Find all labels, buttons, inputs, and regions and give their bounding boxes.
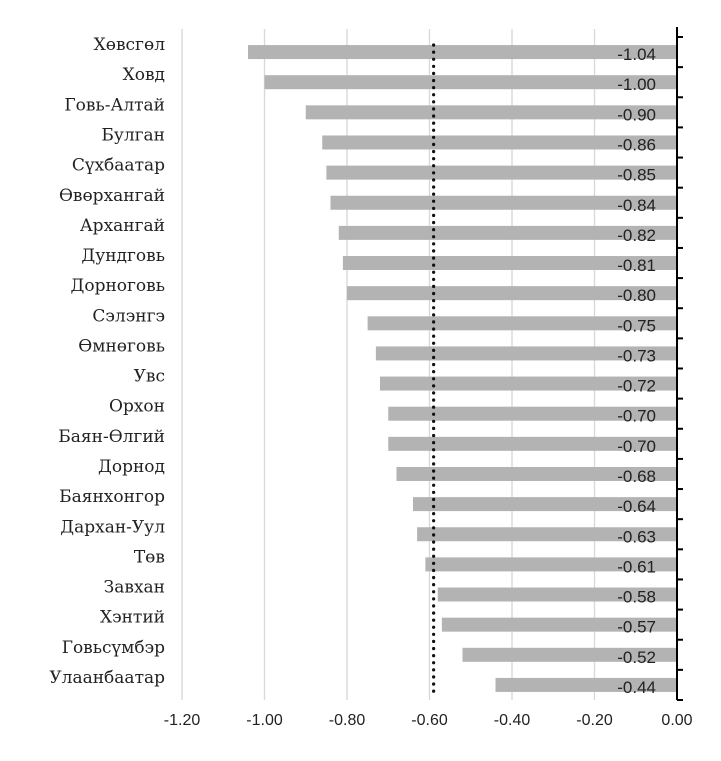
bars [248, 45, 677, 692]
category-label-13: Баян-Өлгий [58, 426, 165, 447]
value-label-0: -1.04 [617, 45, 656, 65]
category-label-16: Дархан-Уул [60, 517, 165, 538]
value-label-14: -0.68 [617, 466, 656, 486]
category-labels [49, 35, 165, 688]
value-label-19: -0.57 [617, 617, 656, 637]
category-label-3: Булган [101, 125, 165, 146]
value-label-15: -0.64 [617, 497, 656, 517]
value-label-20: -0.52 [617, 647, 656, 667]
value-label-1: -1.00 [617, 75, 656, 95]
category-label-8: Дорноговь [70, 276, 165, 297]
value-label-7: -0.81 [617, 256, 656, 276]
category-label-15: Баянхонгор [59, 487, 165, 508]
bar-1 [265, 75, 678, 89]
value-label-21: -0.44 [617, 677, 656, 697]
value-label-4: -0.85 [617, 165, 656, 185]
category-label-7: Дундговь [81, 246, 165, 267]
value-label-9: -0.75 [617, 316, 656, 336]
category-label-21: Улаанбаатар [49, 667, 165, 688]
category-label-1: Ховд [122, 65, 165, 86]
category-label-6: Архангай [79, 215, 165, 236]
category-label-17: Төв [133, 547, 165, 568]
x-tick-label-3: -0.60 [411, 712, 448, 729]
value-label-13: -0.70 [617, 436, 656, 456]
value-label-2: -0.90 [617, 105, 656, 125]
value-axis [677, 27, 683, 700]
category-label-18: Завхан [103, 577, 165, 598]
x-tick-label-0: -1.20 [163, 712, 201, 729]
category-label-4: Сүхбаатар [71, 155, 165, 176]
category-label-19: Хэнтий [99, 607, 165, 628]
value-labels [617, 45, 656, 697]
value-label-16: -0.63 [617, 527, 656, 547]
x-tick-label-2: -0.80 [328, 712, 366, 729]
category-label-10: Өмнөговь [78, 336, 165, 357]
value-label-17: -0.61 [617, 557, 656, 577]
category-label-12: Орхон [109, 396, 165, 417]
value-label-5: -0.84 [617, 195, 656, 215]
x-tick-label-1: -1.00 [246, 712, 283, 729]
category-label-14: Дорнод [98, 456, 165, 477]
category-label-20: Говьсүмбэр [61, 637, 165, 658]
category-label-11: Увс [133, 366, 165, 387]
x-tick-label-4: -0.40 [493, 712, 531, 729]
value-label-10: -0.73 [617, 346, 656, 366]
value-label-18: -0.58 [617, 587, 656, 607]
category-label-0: Хөвсгөл [93, 35, 165, 56]
value-label-3: -0.86 [617, 135, 656, 155]
bar-0 [248, 45, 677, 59]
category-label-2: Говь-Алтай [64, 95, 165, 116]
x-tick-labels [164, 712, 693, 729]
category-label-5: Өвөрхангай [58, 185, 165, 206]
value-label-12: -0.70 [617, 406, 656, 426]
x-tick-label-5: -0.20 [576, 712, 613, 729]
x-tick-label-6: 0.00 [661, 712, 693, 729]
value-label-11: -0.72 [617, 376, 656, 396]
category-label-9: Сэлэнгэ [92, 306, 165, 327]
value-label-8: -0.80 [617, 286, 656, 306]
value-label-6: -0.82 [617, 225, 656, 245]
